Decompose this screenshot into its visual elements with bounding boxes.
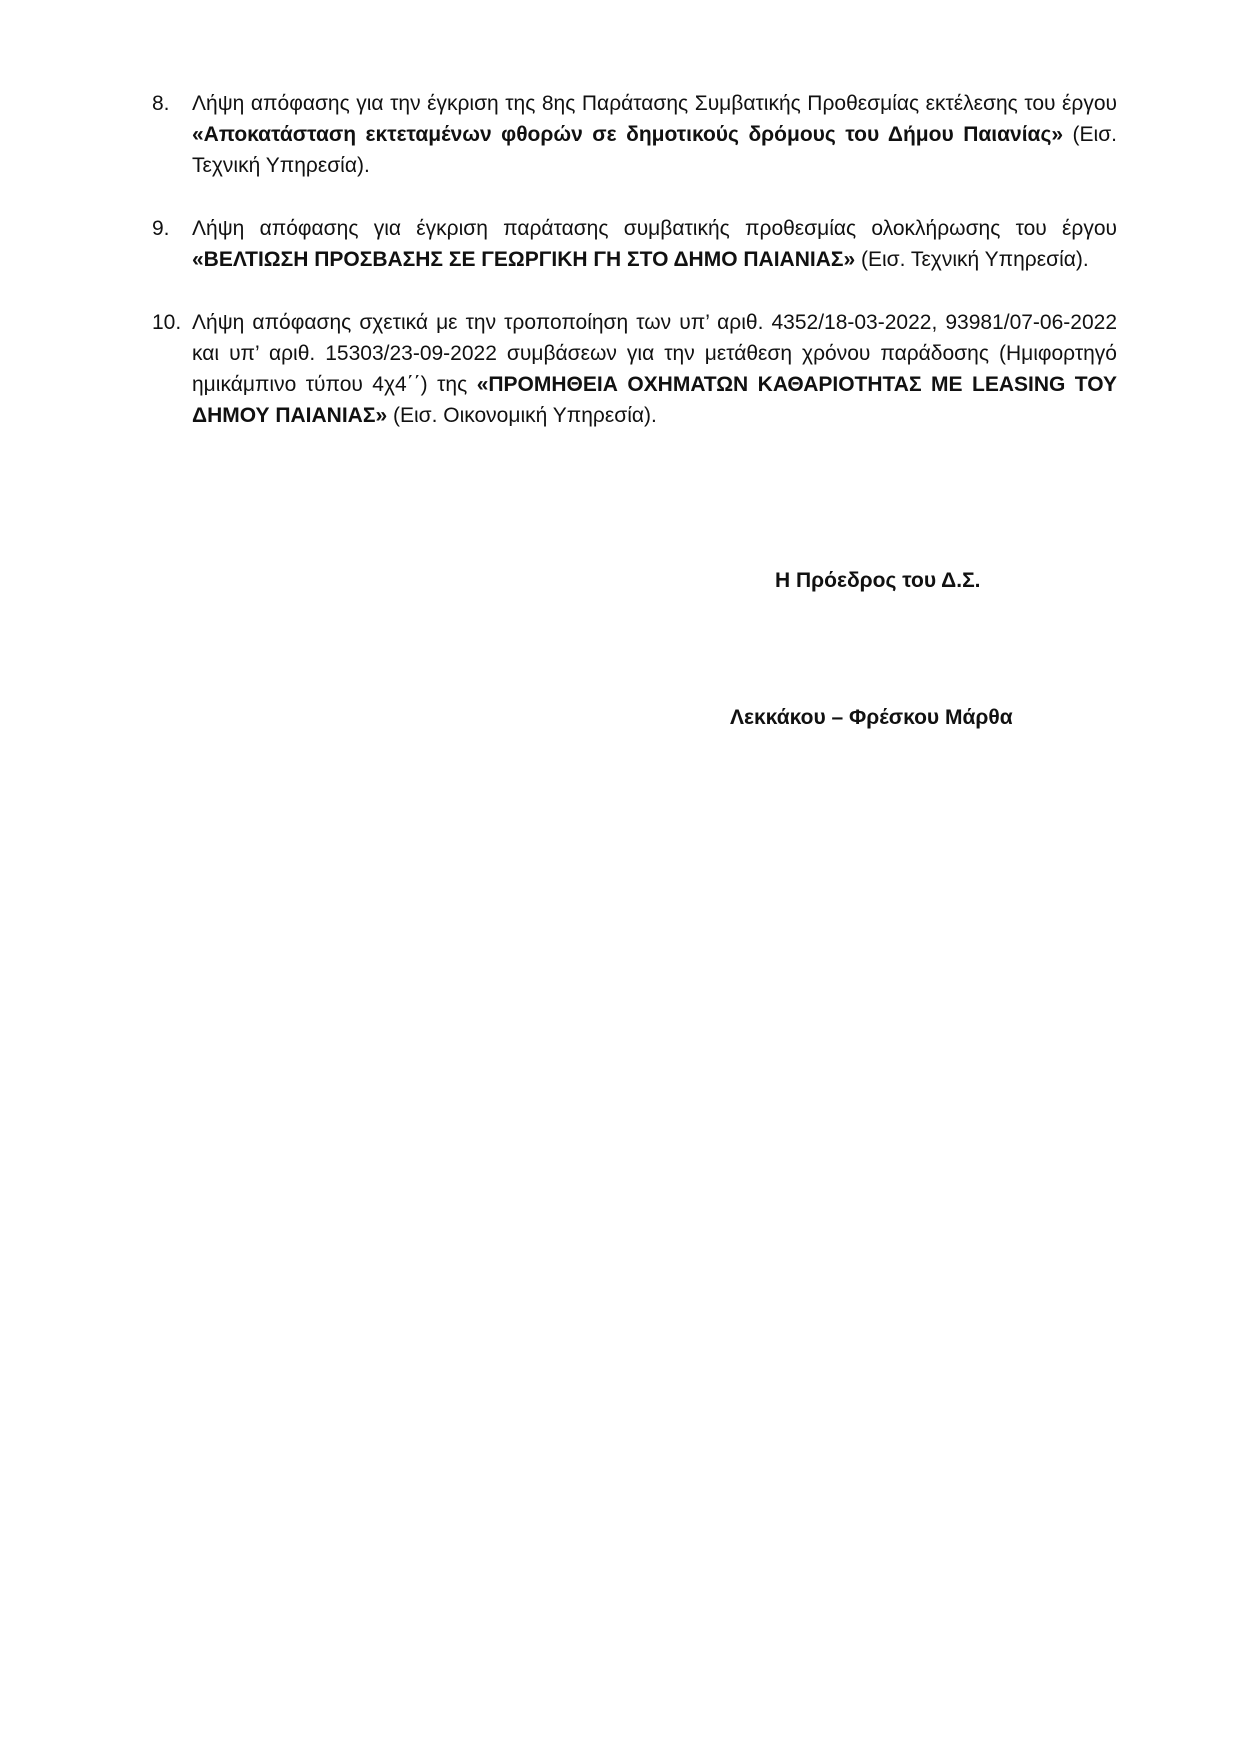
- agenda-item-text: [192, 213, 1117, 275]
- agenda-item-9: [152, 213, 1117, 275]
- agenda-item-suffix: (Εισ. Οικονομική Υπηρεσία).: [387, 404, 657, 427]
- agenda-item-suffix: (Εισ. Τεχνική Υπηρεσία).: [192, 123, 1118, 177]
- agenda-item-intro: Λήψη απόφασης για την έγκριση της 8ης Παράτασης Συμβατικής Προθεσμίας εκτέλεσης του έργου: [192, 92, 1117, 115]
- signature-role: Η Πρόεδρος του Δ.Σ.: [775, 569, 981, 592]
- agenda-item-10: [152, 307, 1117, 431]
- agenda-list: [152, 88, 1117, 463]
- agenda-item-8: [152, 88, 1117, 181]
- agenda-item-number: 8.: [152, 92, 170, 115]
- signature-name: Λεκκάκου – Φρέσκου Μάρθα: [730, 706, 1013, 729]
- agenda-item-intro: Λήψη απόφασης για έγκριση παράτασης συμβατικής προθεσμίας ολοκλήρωσης του έργου: [192, 217, 1117, 240]
- agenda-item-text: [192, 307, 1117, 431]
- agenda-item-title: «Αποκατάσταση εκτεταμένων φθορών σε δημοτικούς δρόμους του Δήμου Παιανίας»: [192, 123, 1064, 146]
- agenda-item-number: 10.: [152, 311, 182, 334]
- agenda-item-number: 9.: [152, 217, 170, 240]
- agenda-item-title: «ΒΕΛΤΙΩΣΗ ΠΡΟΣΒΑΣΗΣ ΣΕ ΓΕΩΡΓΙΚΗ ΓΗ ΣΤΟ ΔΗΜΟ ΠΑΙΑΝΙΑΣ»: [192, 248, 856, 271]
- agenda-item-title: «ΠΡΟΜΗΘΕΙΑ ΟΧΗΜΑΤΩΝ ΚΑΘΑΡΙΟΤΗΤΑΣ ΜΕ LEASING ΤΟΥ ΔΗΜΟΥ ΠΑΙΑΝΙΑΣ»: [192, 373, 1117, 427]
- agenda-item-suffix: (Εισ. Τεχνική Υπηρεσία).: [855, 248, 1089, 271]
- agenda-item-text: [192, 88, 1117, 181]
- agenda-item-intro: Λήψη απόφασης σχετικά με την τροποποίηση των υπ’ αριθ. 4352/18-03-2022, 93981/07-06-2022 και υπ’ αριθ. 15303/23-09-2022 συμβάσεων για την μετάθεση χρόνου παράδοσης (Ημιφορτηγό ημικάμπινο τύπου 4χ4΄΄) της: [192, 311, 1117, 396]
